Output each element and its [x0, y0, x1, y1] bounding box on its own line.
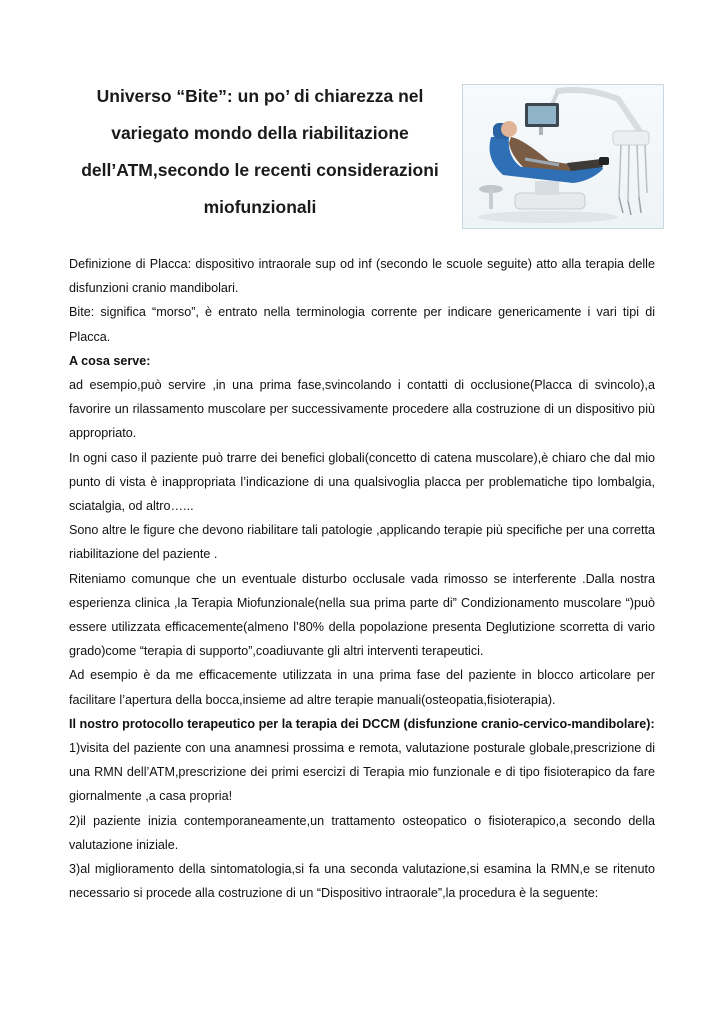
document-title: [60, 78, 460, 226]
dental-chair-photo: [462, 84, 664, 229]
title-line-2: variegato mondo della riabilitazione: [111, 123, 409, 143]
title-line-1: Universo “Bite”: un po’ di chiarezza nel: [96, 86, 424, 106]
paragraph-in-ogni-caso: In ogni caso il paziente può trarre dei benefici globali(concetto di catena muscolare),è chiaro che dal mio punto di vista è inappropriata l’indicazione di una qualsivoglia placca per problematiche tipo lombalgia, sciatalgia, od altro…...: [69, 450, 655, 514]
paragraph-esempio: ad esempio,può servire ,in una prima fase,svincolando i contatti di occlusione(Placca di svincolo),a favorire un rilassamento muscolare per successivamente procedere alla costruzione di un dispositivo più appropriato.: [69, 378, 655, 441]
title-line-3: dell’ATM,secondo le recenti considerazioni: [81, 160, 439, 180]
dental-chair-icon: [463, 85, 663, 228]
paragraph-altre-figure: Sono altre le figure che devono riabilitare tali patologie ,applicando terapie più specifiche per una corretta riabilitazione del paziente .: [69, 523, 655, 562]
paragraph-bite: Bite: significa “morso”, è entrato nella terminologia corrente per indicare genericamente i vari tipi di Placca.: [69, 305, 655, 344]
heading-protocollo: Il nostro protocollo terapeutico per la terapia dei DCCM (disfunzione cranio-cervico-mandibolare):: [69, 716, 655, 731]
paragraph-riteniamo: Riteniamo comunque che un eventuale disturbo occlusale vada rimosso se interferente .Dalla nostra esperienza clinica ,la Terapia Miofunzionale(nella sua prima parte di” Condizionamento muscolare “)può essere utilizzata efficacemente(almeno l’80% della popolazione presenta Deglutizione scorretta di vario grado)come “terapia di supporto”,coadiuvante gli altri interventi terapeutici.: [69, 571, 655, 659]
paragraph-step-3: 3)al miglioramento della sintomatologia,si fa una seconda valutazione,si esamina la RMN,e se ritenuto necessario si procede alla costruzione di un “Dispositivo intraorale”,la procedura è la seguente:: [69, 862, 655, 901]
paragraph-definizione: Definizione di Placca: dispositivo intraorale sup od inf (secondo le scuole seguite) atto alla terapia delle disfunzioni cranio mandibolari.: [69, 257, 655, 296]
paragraph-step-2: 2)il paziente inizia contemporaneamente,un trattamento osteopatico o fisioterapico,a secondo della valutazione iniziale.: [69, 813, 655, 852]
paragraph-ad-esempio: Ad esempio è da me efficacemente utilizzata in una prima fase del paziente in blocco articolare per facilitare l’apertura della bocca,insieme ad altre terapie manuali(osteopatia,fisioterapia).: [69, 668, 655, 707]
paragraph-step-1: 1)visita del paziente con una anamnesi prossima e remota, valutazione posturale globale,prescrizione di una RMN dell’ATM,prescrizione dei primi esercizi di Terapia mio funzionale e di tipo fisioterapico da fare giornalmente ,a casa propria!: [69, 741, 655, 804]
document-body: [69, 252, 655, 905]
heading-a-cosa-serve: A cosa serve:: [69, 353, 151, 368]
title-line-4: miofunzionali: [203, 197, 317, 217]
